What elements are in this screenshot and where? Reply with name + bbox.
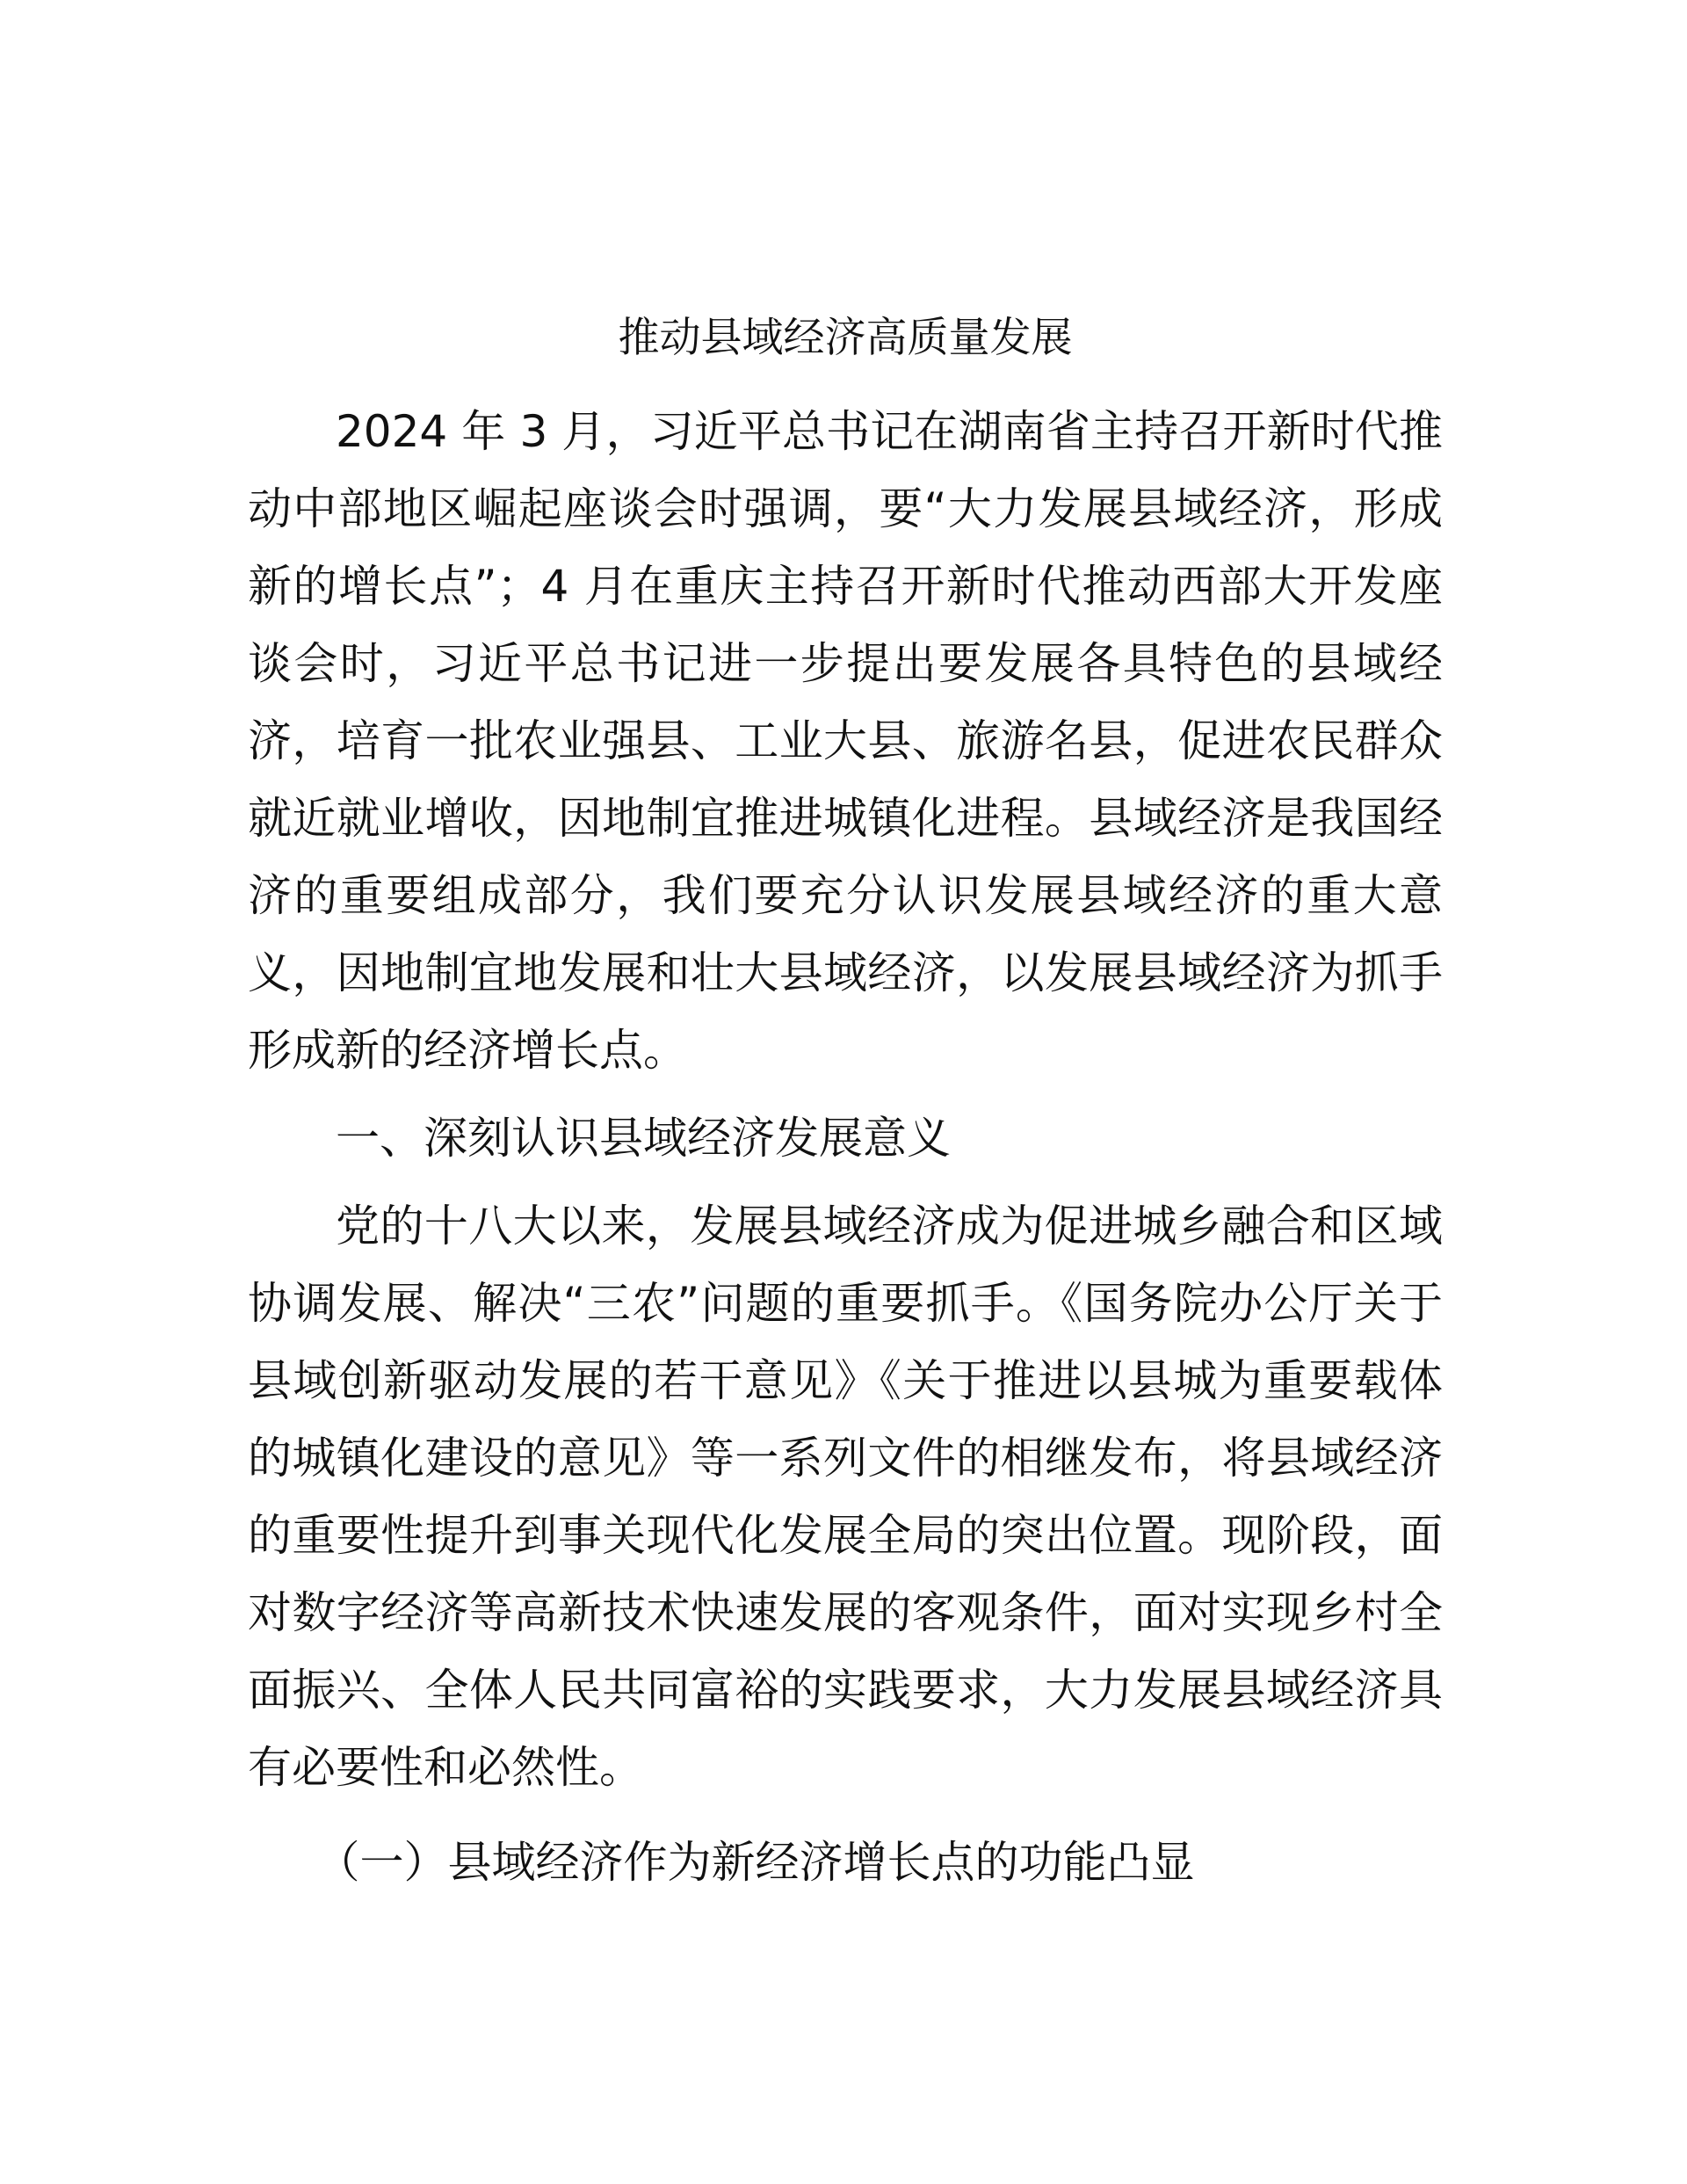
intro-paragraph: 2024 年 3 月，习近平总书记在湖南省主持召开新时代推动中部地区崛起座谈会时强调，要“大力发展县域经济，形成新的增长点”；4 月在重庆主持召开新时代推动西部大开发座谈会时，习近平总书记进一步提出要发展各具特色的县域经济，培育一批农业强县、工业大县、旅游名县，促进农民群众就近就业增收，因地制宜推进城镇化进程。县域经济是我国经济的重要组成部分，我们要充分认识发展县域经济的重大意义，因地制宜地发展和壮大县域经济，以发展县域经济为抓手形成新的经济增长点。 [248, 406, 1443, 1076]
section-heading: 一、深刻认识县域经济发展意义 [336, 1113, 951, 1164]
subsection-heading: （一）县域经济作为新经济增长点的功能凸显 [315, 1837, 1195, 1888]
body-paragraph: 党的十八大以来，发展县域经济成为促进城乡融合和区域协调发展、解决“三农”问题的重要抓手。《国务院办公厅关于县域创新驱动发展的若干意见》《关于推进以县城为重要载体的城镇化建设的意见》等一系列文件的相继发布，将县域经济的重要性提升到事关现代化发展全局的突出位置。现阶段，面对数字经济等高新技术快速发展的客观条件，面对实现乡村全面振兴、全体人民共同富裕的实践要求，大力发展县域经济具有必要性和必然性。 [248, 1201, 1443, 1793]
document-title: 推动县域经济高质量发展 [618, 314, 1073, 362]
document-page [248, 303, 1443, 1901]
